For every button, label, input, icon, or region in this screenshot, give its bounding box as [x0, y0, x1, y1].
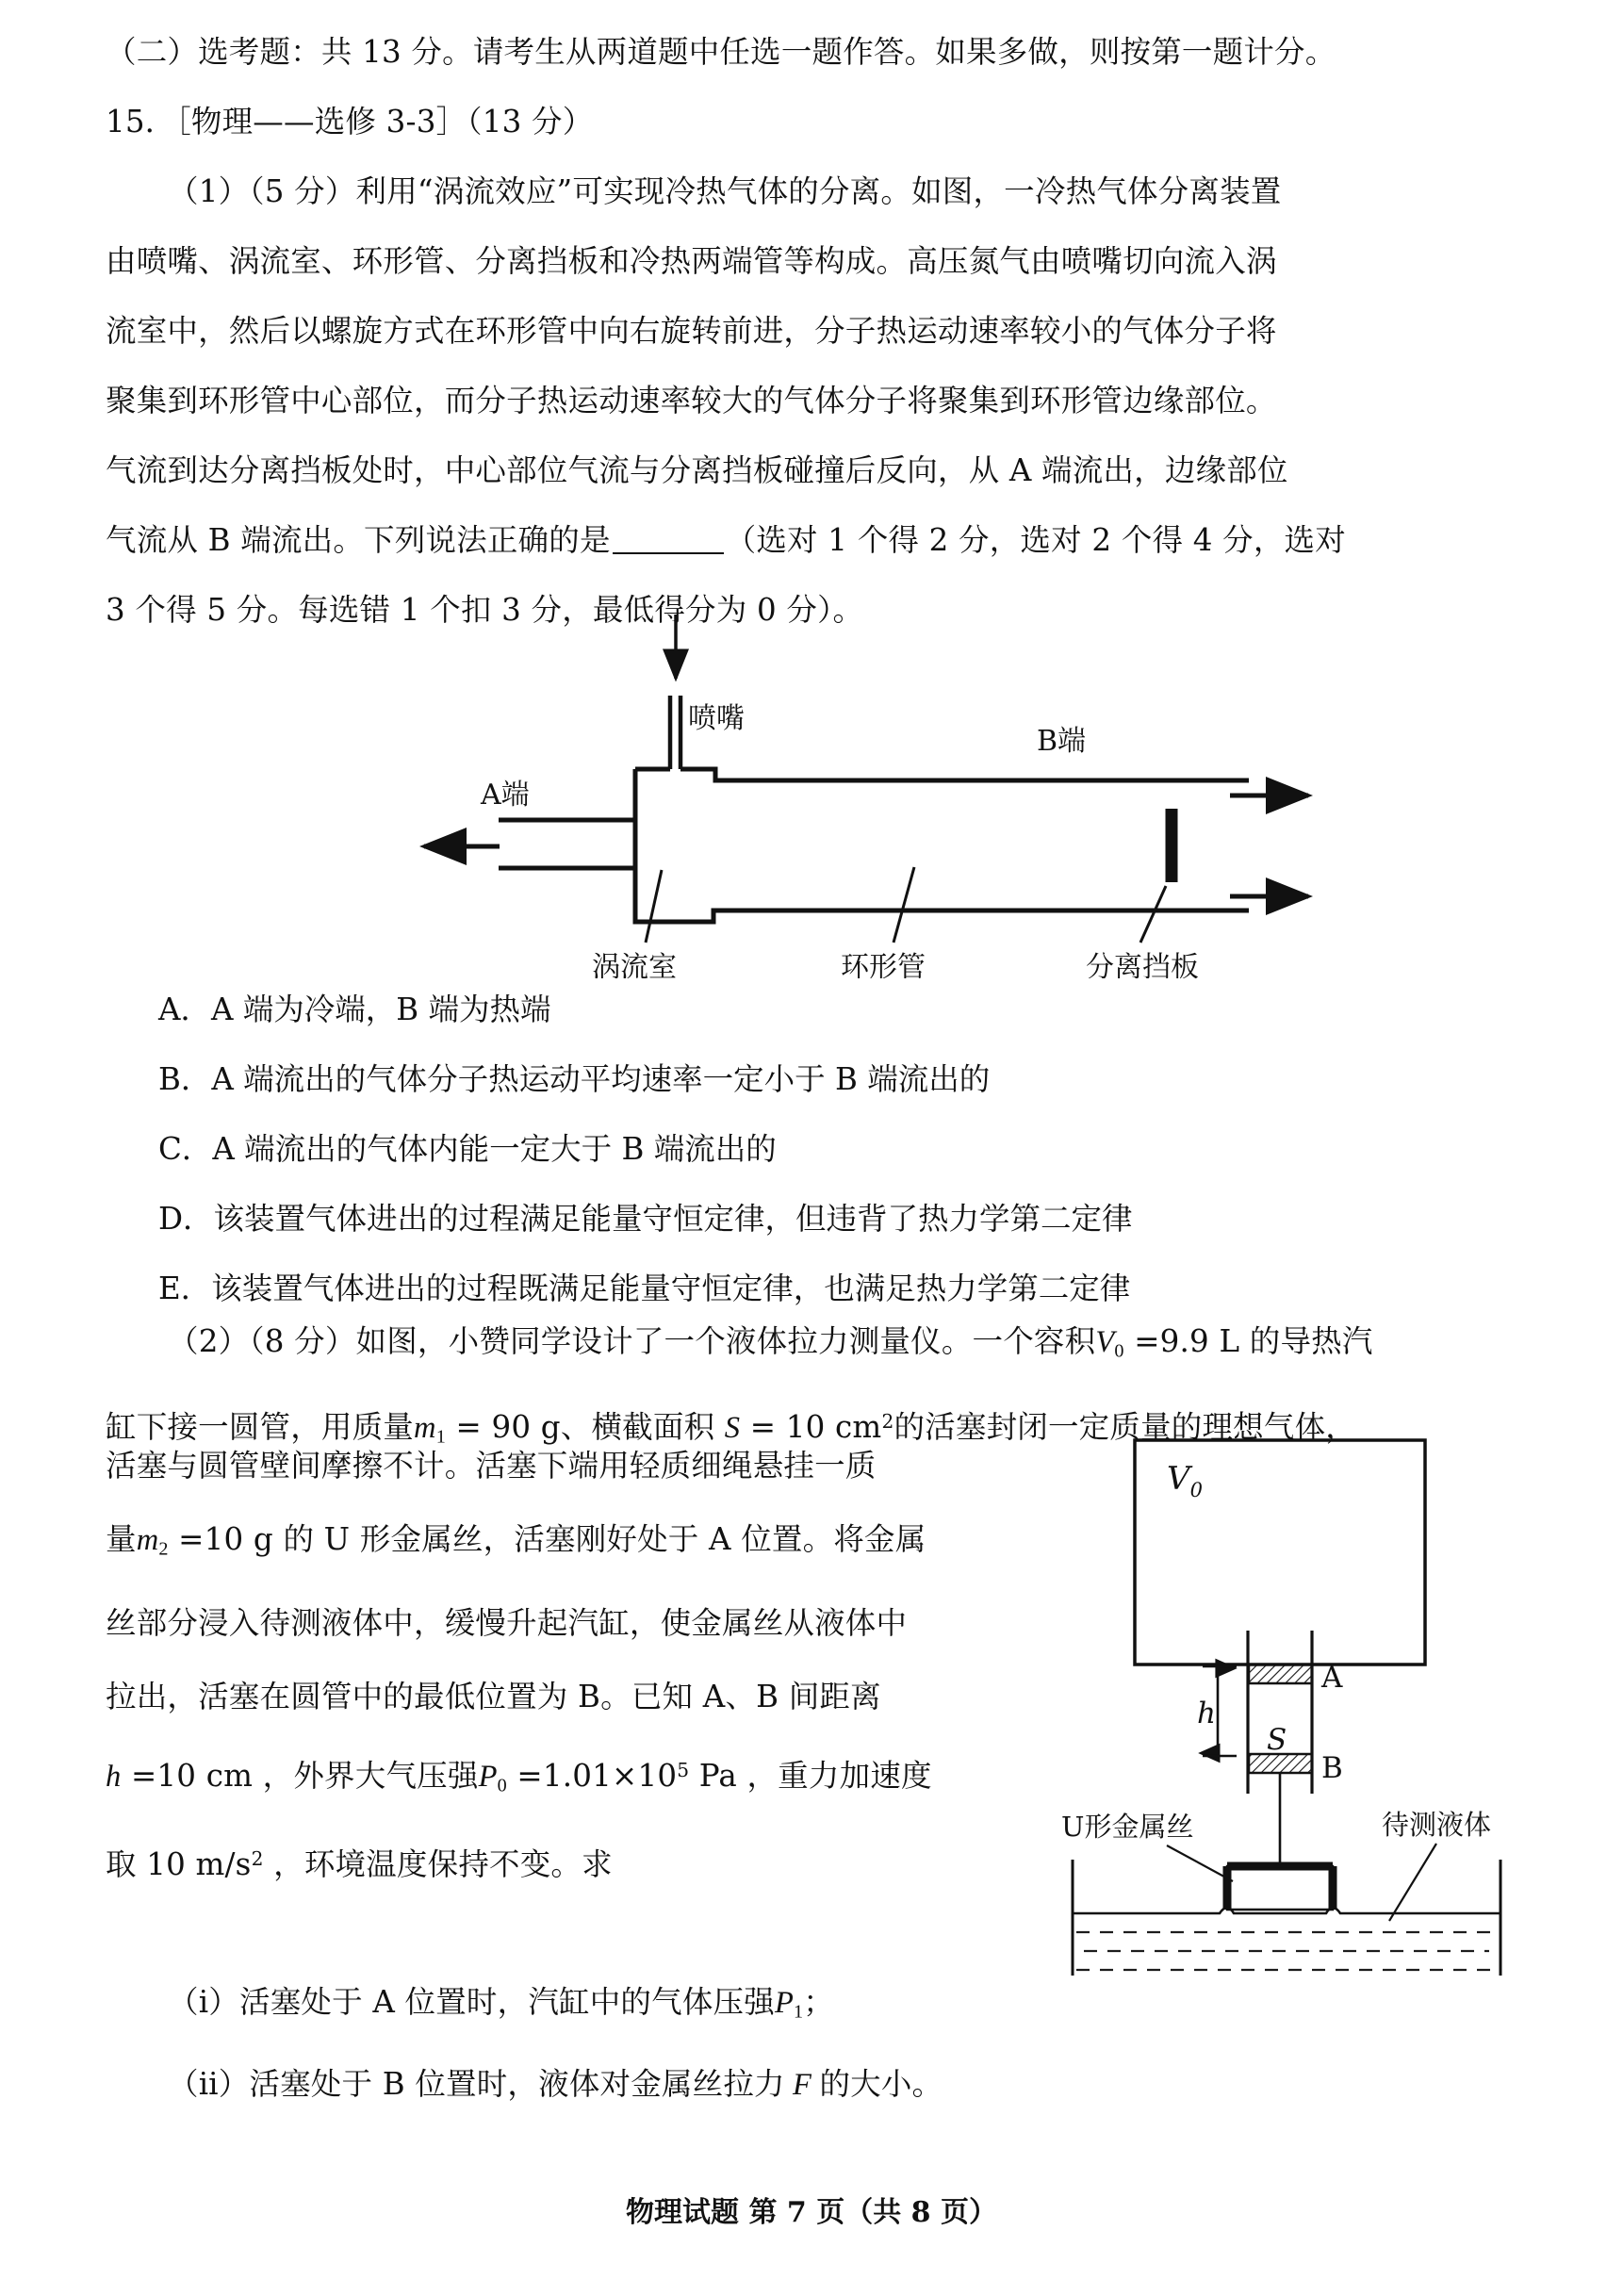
option-d[interactable]: D．该装置气体进出的过程满足能量守恒定律，但违背了热力学第二定律: [158, 1201, 1133, 1237]
figure2-label-liquid: 待测液体: [1382, 1809, 1492, 1841]
option-e[interactable]: E．该装置气体进出的过程既满足能量守恒定律，也满足热力学第二定律: [158, 1271, 1131, 1306]
part1-line-7: 3 个得 5 分。每选错 1 个扣 3 分，最低得分为 0 分）。: [106, 592, 864, 628]
figure2-label-v0: $V_0$: [1167, 1460, 1203, 1501]
answer-blank-suffix: （选对 1 个得 2 分，选对 2 个得 4 分，选对: [725, 522, 1346, 558]
part1-line-1: （1）（5 分）利用“涡流效应”可实现冷热气体的分离。如图，一冷热气体分离装置: [168, 173, 1282, 209]
part2-v0-value: =9.9 L: [1123, 1323, 1250, 1359]
part2-line-6: 拉出，活塞在圆管中的最低位置为 B。已知 A、B 间距离: [106, 1678, 881, 1714]
part2-line-5: 丝部分浸入待测液体中，缓慢升起汽缸，使金属丝从液体中: [106, 1604, 908, 1641]
option-c[interactable]: C．A 端流出的气体内能一定大于 B 端流出的: [158, 1131, 777, 1167]
question-text-block: [106, 17, 1538, 645]
symbol-v0: $V_0$: [1095, 1325, 1124, 1362]
option-b[interactable]: B．A 端流出的气体分子热运动平均速率一定小于 B 端流出的: [158, 1061, 991, 1097]
figure2-u-wire: [1227, 1866, 1333, 1910]
figure1-label-end-a: A端: [481, 779, 530, 812]
part2-intro-tail: 的导热汽: [1249, 1323, 1373, 1359]
figure2-label-h: h: [1197, 1697, 1216, 1730]
symbol-h: h: [106, 1759, 122, 1794]
figure1-label-ring-tube: 环形管: [841, 951, 926, 978]
figure-vortex-tube: [254, 611, 1320, 978]
figure2-label-s: S: [1267, 1723, 1287, 1757]
symbol-f: F: [784, 2067, 820, 2102]
subquestion-ii: （ⅱ）活塞处于 B 位置时，液体对金属丝拉力 F 的大小。: [168, 2065, 943, 2102]
figure1-label-end-b: B端: [1037, 725, 1087, 758]
symbol-p1: $P_1$: [774, 1986, 804, 2023]
part2-line-1: [106, 1306, 1576, 1386]
part2-line-3: 活塞与圆管壁间摩擦不计。活塞下端用轻质细绳悬挂一质: [106, 1448, 877, 1484]
part2-line-4: 量$m_2 =10$ g 的 U 形金属丝，活塞刚好处于 A 位置。将金属: [106, 1521, 926, 1560]
symbol-m2: $m_2$: [136, 1523, 169, 1560]
part2-line-2: 缸下接一圆管，用质量$m_1 = 90$ g、横截面积 S = 10 $cm^2$的活塞封闭一定质量的理想气体，: [106, 1408, 1356, 1448]
part1-line-3: 流室中，然后以螺旋方式在环形管中向右旋转前进，分子热运动速率较小的气体分子将: [106, 313, 1277, 349]
part1-line-4: 聚集到环形管中心部位，而分子热运动速率较大的气体分子将聚集到环形管边缘部位。: [106, 383, 1277, 418]
figure1-label-vortex-chamber: 涡流室: [592, 951, 677, 978]
figure2-piston-b: [1249, 1754, 1312, 1773]
figure2-label-a: A: [1321, 1661, 1343, 1695]
figure2-label-b: B: [1321, 1751, 1343, 1785]
subquestion-i: （ⅰ）活塞处于 A 位置时，汽缸中的气体压强$P_1$；: [168, 1984, 834, 2023]
question-title: 15．［物理——选修 3-3］（13 分）: [106, 104, 594, 139]
figure1-label-baffle: 分离挡板: [1086, 951, 1199, 978]
symbol-p0: $P_0$: [478, 1759, 507, 1796]
part2-line-8: 取 10 $m/s^2$ ，环境温度保持不变。求: [106, 1846, 613, 1883]
part2-body-left: [106, 1429, 1048, 1901]
options-list: [106, 975, 1538, 1323]
page-footer: 物理试题 第 7 页（共 8 页）: [626, 2196, 997, 2229]
answer-blank[interactable]: [613, 552, 724, 554]
option-a[interactable]: A．A 端为冷端，B 端为热端: [158, 992, 551, 1027]
symbol-s: S: [724, 1410, 741, 1445]
symbol-m1: $m_1$: [414, 1410, 446, 1448]
part1-answer-blank-line: [106, 505, 1538, 575]
part1-line-2: 由喷嘴、涡流室、环形管、分离挡板和冷热两端管等构成。高压氮气由喷嘴切向流入涡: [106, 243, 1277, 279]
part2-subquestions: [106, 1966, 1538, 2121]
part2-intro-text: （2）（8 分）如图，小赞同学设计了一个液体拉力测量仪。一个容积: [168, 1323, 1096, 1359]
answer-blank-prefix: 气流从 B 端流出。下列说法正确的是: [106, 522, 611, 558]
figure2-piston-a: [1249, 1665, 1312, 1683]
part1-line-5: 气流到达分离挡板处时，中心部位气流与分离挡板碰撞后反向，从 A 端流出，边缘部位: [106, 452, 1288, 488]
part2-line-7: h =10 cm ，外界大气压强$P_0 =1.01\times 10^5$ Pa ，重力加速度: [106, 1757, 932, 1796]
figure-liquid-tension-meter: [1061, 1431, 1608, 1977]
figure1-label-nozzle: 喷嘴: [688, 702, 745, 735]
figure2-label-u-wire: U形金属丝: [1061, 1811, 1194, 1843]
section-header: （二）选考题：共 13 分。请考生从两道题中任选一题作答。如果多做，则按第一题计分。: [106, 34, 1336, 70]
